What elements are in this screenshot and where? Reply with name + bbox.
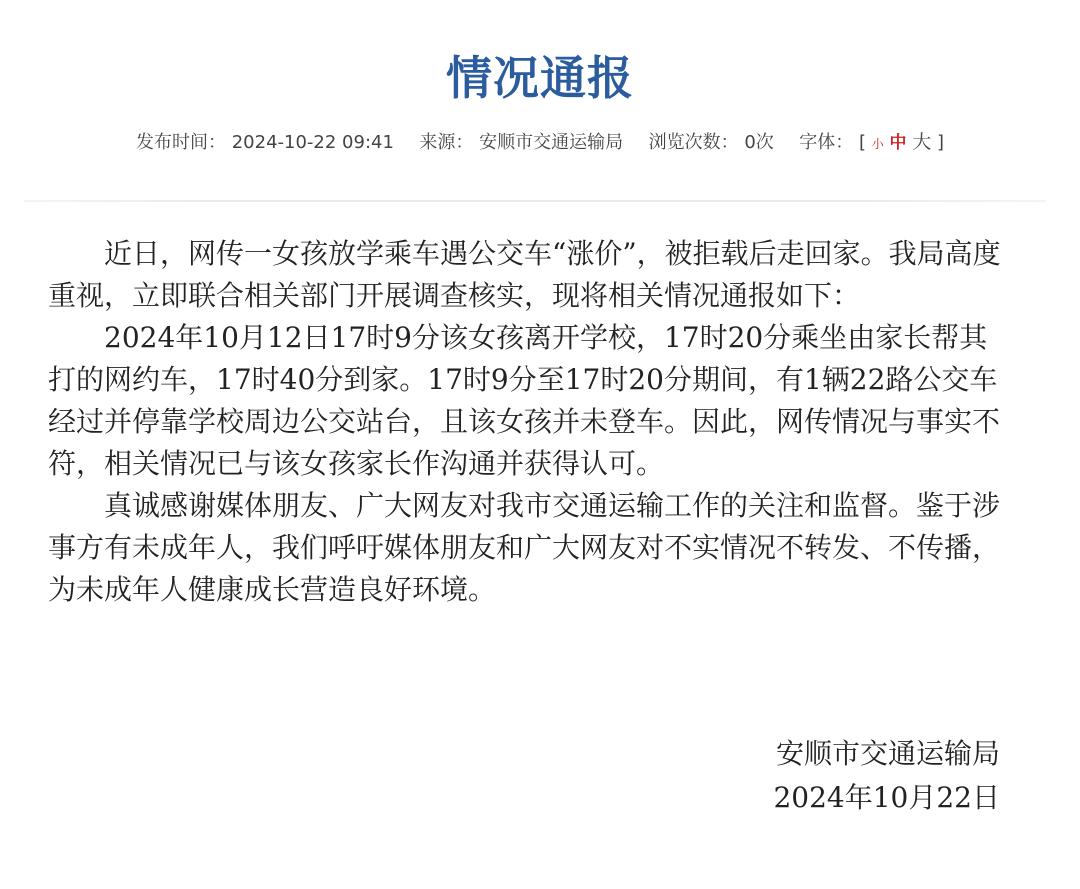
font-size-large-button[interactable]: 大 bbox=[912, 131, 932, 153]
article-meta-bar bbox=[0, 128, 1080, 158]
paragraph-appeal: 真诚感谢媒体朋友、广大网友对我市交通运输工作的关注和监督。鉴于涉事方有未成年人，我们呼吁媒体朋友和广大网友对不实情况不转发、不传播，为未成年人健康成长营造良好环境。 bbox=[48, 489, 1001, 606]
signature-organization: 安顺市交通运输局 bbox=[775, 737, 1000, 770]
header-divider bbox=[24, 200, 1046, 202]
view-count: 0次 bbox=[744, 132, 774, 153]
publish-time-label: 发布时间： bbox=[135, 132, 226, 153]
paragraph-intro: 近日，网传一女孩放学乘车遇公交车“涨价”，被拒载后走回家。我局高度重视，立即联合相关部门开展调查核实，现将相关情况通报如下： bbox=[48, 237, 1001, 312]
font-size-bracket-close: ] bbox=[936, 132, 945, 153]
publish-time: 2024-10-22 09:41 bbox=[231, 132, 394, 153]
source-value: 安顺市交通运输局 bbox=[479, 132, 624, 153]
font-size-label: 字体： bbox=[799, 132, 854, 153]
source-label: 来源： bbox=[419, 132, 474, 153]
signature-date: 2024年10月22日 bbox=[773, 781, 1000, 814]
paragraph-findings: 2024年10月12日17时9分该女孩离开学校，17时20分乘坐由家长帮其打的网约车，17时40分到家。17时9分至17时20分期间，有1辆22路公交车经过并停靠学校周边公交站台，且该女孩并未登车。因此，网传情况与事实不符，相关情况已与该女孩家长作沟通并获得认可。 bbox=[48, 321, 1001, 480]
view-count-label: 浏览次数： bbox=[648, 132, 739, 153]
article-body bbox=[48, 233, 1008, 611]
page-title: 情况通报 bbox=[446, 51, 634, 105]
font-size-small-button[interactable]: 小 bbox=[871, 137, 884, 151]
font-size-medium-button[interactable]: 中 bbox=[889, 133, 907, 153]
font-size-bracket-open: [ bbox=[858, 132, 867, 153]
